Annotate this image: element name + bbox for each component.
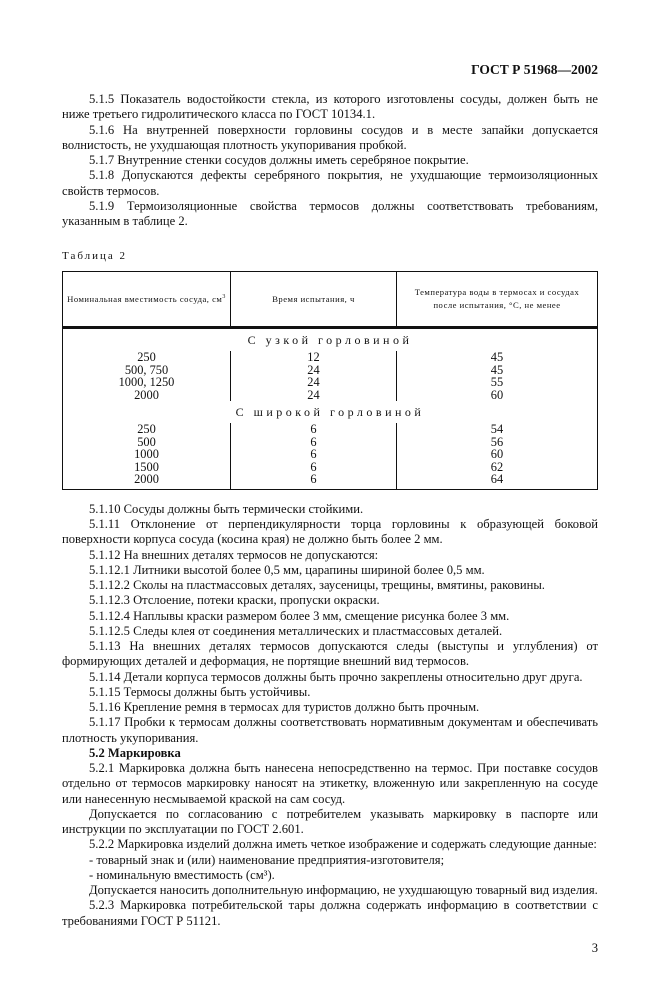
cell-test-time: 6 — [231, 461, 397, 474]
paragraph: 5.1.16 Крепление ремня в термосах для туристов должно быть прочным. — [89, 700, 480, 714]
paragraph: 5.2.1 Маркировка должна быть нанесена непосредственно на термос. При поставке сосудов отдельно от термосов маркировку наносят на этикетку, вложенную или закрепленную на сосуде или нанесенную несмываемой краской на сам сосуд. — [62, 761, 598, 806]
header-test-time: Время испытания, ч — [231, 272, 397, 328]
paragraph: 5.1.12.2 Сколы на пластмассовых деталях, заусеницы, трещины, вмятины, раковины. — [89, 578, 545, 592]
cell-water-temp: 45 — [397, 364, 598, 377]
section-heading: 5.2 Маркировка — [89, 745, 181, 760]
cell-test-time: 24 — [231, 389, 397, 402]
paragraph: 5.1.13 На внешних деталях термосов допускаются следы (выступы и углубления) от формирующих деталей и деформация, не портящие внешний вид термосов. — [62, 639, 598, 669]
cell-test-time: 6 — [231, 436, 397, 449]
requirements-block-2 — [62, 502, 598, 929]
paragraph: 5.1.12.1 Литники высотой более 0,5 мм, царапины шириной более 0,5 мм. — [89, 562, 485, 577]
paragraph: 5.1.10 Сосуды должны быть термически стойкими. — [89, 501, 364, 516]
document-header: ГОСТ Р 51968—2002 — [471, 62, 598, 77]
paragraph: 5.1.14 Детали корпуса термосов должны быть прочно закреплены относительно друг друга. — [89, 669, 583, 684]
table-row — [63, 351, 598, 364]
paragraph: 5.2.2 Маркировка изделий должна иметь четкое изображение и содержать следующие данные: — [89, 837, 597, 852]
table-2 — [62, 271, 598, 490]
paragraph: 5.1.17 Пробки к термосам должны соответствовать нормативным документам и обеспечивать плотность укупоривания. — [62, 715, 598, 745]
paragraph: 5.1.15 Термосы должны быть устойчивы. — [89, 684, 311, 699]
cell-capacity: 500 — [63, 436, 231, 449]
requirements-block-1 — [62, 92, 598, 229]
cell-capacity: 250 — [63, 351, 231, 364]
table-label: Таблица 2 — [62, 250, 128, 263]
cell-water-temp: 60 — [397, 448, 598, 461]
cell-test-time: 24 — [231, 364, 397, 377]
table-body — [63, 328, 598, 490]
cell-water-temp: 54 — [397, 423, 598, 436]
header-capacity — [63, 272, 231, 328]
cell-water-temp: 56 — [397, 436, 598, 449]
paragraph: 5.1.11 Отклонение от перпендикулярности торца горловины к образующей боковой поверхности корпуса сосуда (косина края) не должно быть более 2 мм. — [62, 517, 598, 547]
cell-capacity: 250 — [63, 423, 231, 436]
table-header-row — [63, 272, 598, 328]
cell-capacity: 1500 — [63, 461, 231, 474]
paragraph: 5.1.7 Внутренние стенки сосудов должны иметь серебряное покрытие. — [89, 153, 469, 167]
table-row — [63, 389, 598, 402]
cell-capacity: 2000 — [63, 473, 231, 489]
page-number: 3 — [591, 940, 598, 955]
cell-water-temp: 60 — [397, 389, 598, 402]
paragraph: Допускается наносить дополнительную информацию, не ухудшающую товарный вид изделия. — [89, 883, 598, 897]
cell-capacity: 1000, 1250 — [63, 376, 231, 389]
header-capacity-sup: 3 — [222, 293, 226, 300]
cell-water-temp: 45 — [397, 351, 598, 364]
cell-test-time: 12 — [231, 351, 397, 364]
list-item: - номинальную вместимость (см³). — [89, 867, 275, 882]
cell-water-temp: 55 — [397, 376, 598, 389]
paragraph: 5.1.12.3 Отслоение, потеки краски, пропуски окраски. — [89, 593, 380, 608]
cell-capacity: 1000 — [63, 448, 231, 461]
paragraph: 5.1.12.4 Наплывы краски размером более 3 мм, смещение рисунка более 3 мм. — [89, 608, 510, 623]
table-row — [63, 423, 598, 436]
table-section-row — [63, 328, 598, 352]
header-water-temp: Температура воды в термосах и сосудах после испытания, °С, не менее — [397, 272, 598, 328]
header-capacity-text: Номинальная вместимость сосуда, см — [67, 293, 223, 304]
table-row — [63, 376, 598, 389]
cell-test-time: 24 — [231, 376, 397, 389]
section-title: С узкой горловиной — [63, 328, 598, 352]
cell-water-temp: 64 — [397, 473, 598, 489]
paragraph: Допускается по согласованию с потребителем указывать маркировку в паспорте или инструкции по эксплуатации по ГОСТ 2.601. — [62, 806, 598, 836]
cell-test-time: 6 — [231, 423, 397, 436]
table-section-row — [63, 401, 598, 423]
paragraph: 5.1.12.5 Следы клея от соединения металлических и пластмассовых деталей. — [89, 623, 503, 638]
cell-water-temp: 62 — [397, 461, 598, 474]
list-item: - товарный знак и (или) наименование предприятия-изготовителя; — [89, 852, 445, 867]
paragraph: 5.1.9 Термоизоляционные свойства термосов должны соответствовать требованиям, указанным в таблице 2. — [62, 198, 598, 228]
cell-test-time: 6 — [231, 448, 397, 461]
paragraph: 5.1.12 На внешних деталях термосов не допускаются: — [89, 547, 379, 562]
paragraph: 5.1.5 Показатель водостойкости стекла, из которого изготовлены сосуды, должен быть не ниже третьего гидролитического класса по ГОСТ 10134.1. — [62, 92, 598, 122]
cell-test-time: 6 — [231, 473, 397, 489]
section-title: С широкой горловиной — [63, 401, 598, 423]
paragraph: 5.1.6 На внутренней поверхности горловины сосудов и в месте запайки допускается волнистость, не ухудшающая плотность укупоривания пробкой. — [62, 122, 598, 152]
table-row — [63, 473, 598, 489]
cell-capacity: 500, 750 — [63, 364, 231, 377]
paragraph: 5.2.3 Маркировка потребительской тары должна содержать информацию в соответствии с требованиями ГОСТ Р 51121. — [62, 898, 598, 928]
table-row — [63, 448, 598, 461]
cell-capacity: 2000 — [63, 389, 231, 402]
paragraph: 5.1.8 Допускаются дефекты серебряного покрытия, не ухудшающие термоизоляционных свойств термосов. — [62, 168, 598, 198]
